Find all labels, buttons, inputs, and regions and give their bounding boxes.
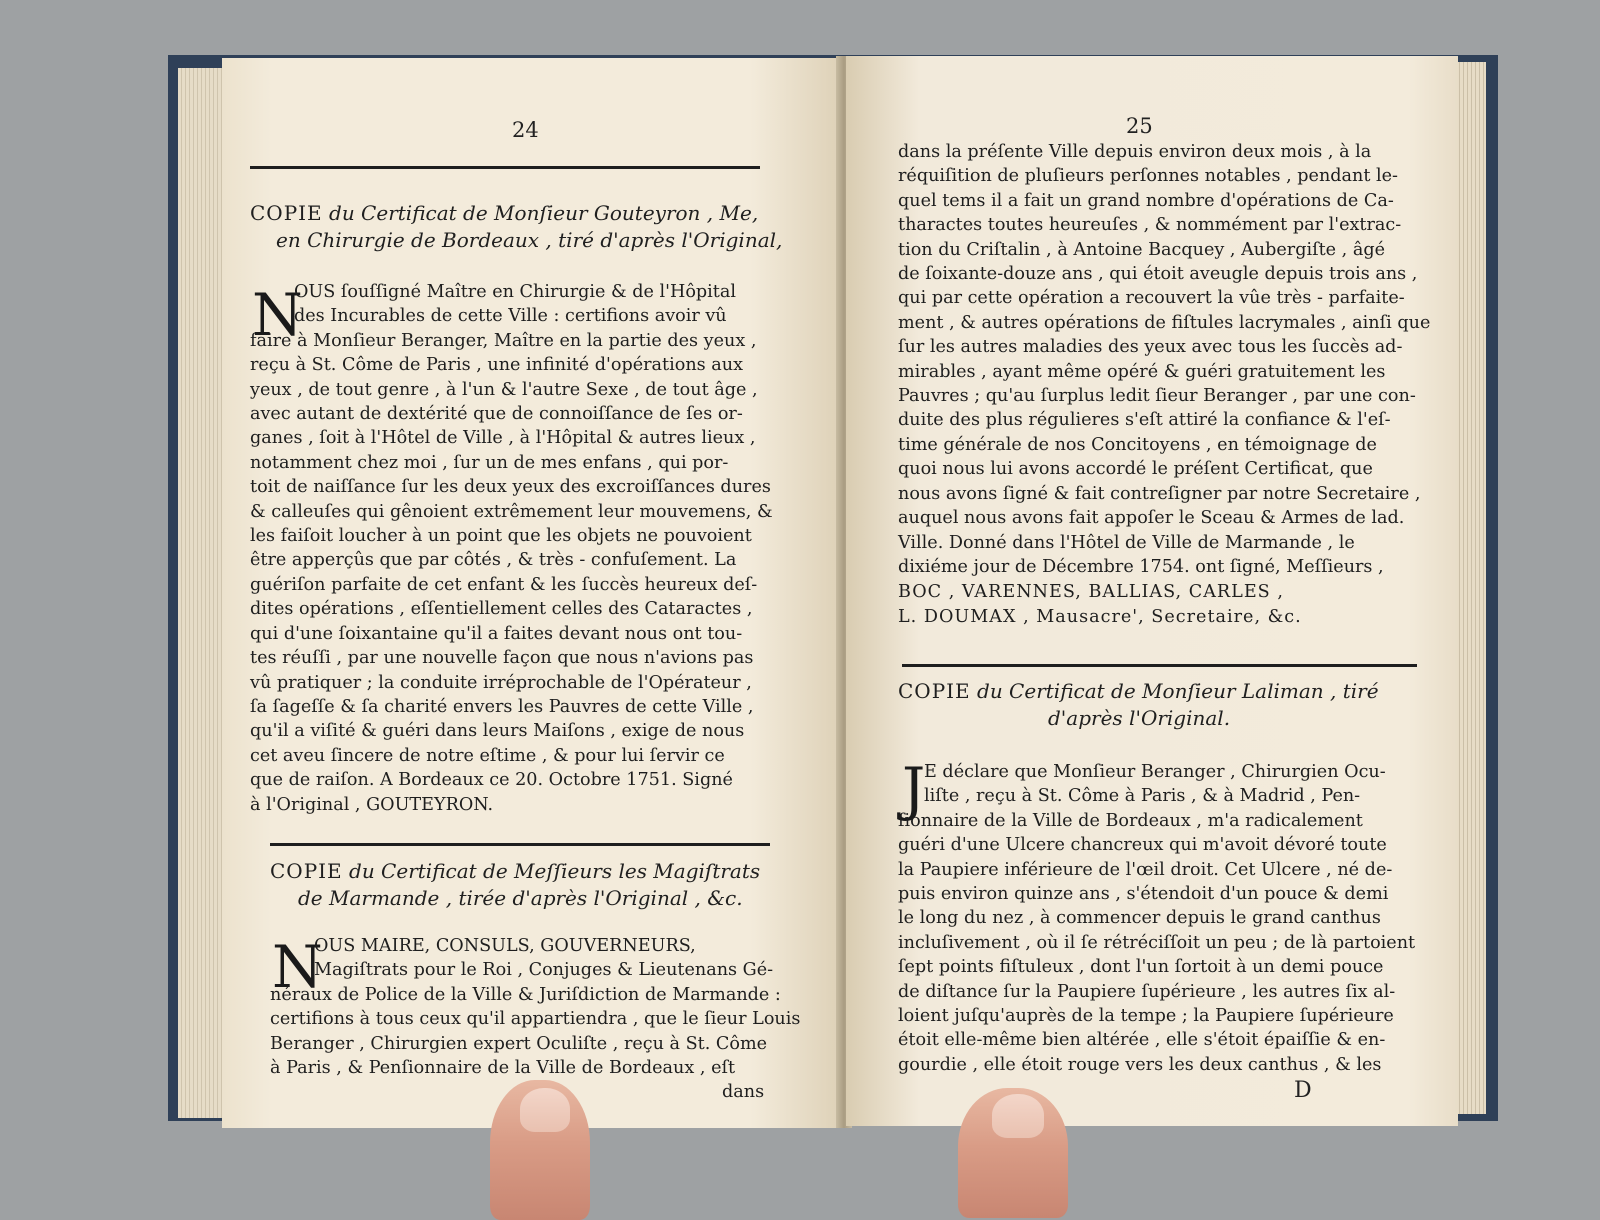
text-line: cet aveu ſincere de notre eſtime , & pour lui ſervir ce — [250, 745, 725, 766]
text-line: & calleuſes qui gênoient extrêmement leur mouvemens, & — [250, 501, 773, 522]
dropcap: N — [252, 281, 303, 349]
text-line: des Incurables de cette Ville : certifions avoir vû — [294, 306, 727, 327]
text-line: ment , & autres opérations de fiſtules lacrymales , ainſi que — [898, 312, 1431, 333]
text-line: tion du Criſtalin , à Antoine Bacquey , Aubergiſte , âgé — [898, 239, 1386, 260]
certificate-body-magistrats — [270, 934, 801, 1080]
signatories-line-1: BOC , VARENNES, BALLIAS, CARLES , — [898, 582, 1284, 602]
text-line: guériſon parfaite de cet enfant & les ſuccès heureux deſ- — [250, 574, 758, 595]
signature-mark: D — [1294, 1078, 1312, 1103]
text-line: notamment chez moi , ſur un de mes enfans , qui por- — [250, 452, 729, 473]
magistrats-continuation — [898, 140, 1431, 579]
text-line: dans la préſente Ville depuis environ deux mois , à la — [898, 142, 1372, 162]
text-line: néraux de Police de la Ville & Juriſdiction de Marmande : — [270, 984, 781, 1005]
text-line: time générale de nos Concitoyens , en témoignage de — [898, 434, 1377, 455]
text-line: Ville. Donné dans l'Hôtel de Ville de Marmande , le — [898, 532, 1355, 553]
heading-line-2: en Chirurgie de Bordeaux , tiré d'après l'Original, — [276, 228, 783, 252]
text-line: loient juſqu'auprès de la tempe ; la Paupiere ſupérieure — [898, 1006, 1394, 1027]
heading-copie: COPIE — [250, 201, 323, 225]
dropcap: J — [902, 755, 926, 823]
text-line: ſa ſageſſe & ſa charité envers les Pauvres de cette Ville , — [250, 696, 754, 717]
text-line: qui d'une ſoixantaine qu'il a faites devant nous ont tou- — [250, 623, 743, 644]
section-rule — [270, 843, 770, 846]
catchword: dans — [722, 1082, 765, 1102]
text-line: les faiſoit loucher à un point que les objets ne pouvoient — [250, 526, 752, 547]
text-line: auquel nous avons fait appoſer le Sceau & Armes de lad. — [898, 508, 1405, 529]
heading-copie: COPIE — [270, 859, 343, 883]
text-line: toit de naiſſance ſur les deux yeux des excroiſſances dures — [250, 477, 771, 498]
text-line: être apperçûs que par côtés , & très - confuſement. La — [250, 550, 737, 571]
text-line: faire à Monſieur Beranger, Maître en la partie des yeux , — [250, 330, 757, 351]
text-line: que de raiſon. A Bordeaux ce 20. Octobre 1751. Signé — [250, 770, 733, 791]
text-line: nous avons ſigné & fait contreſigner par notre Secretaire , — [898, 483, 1421, 504]
certificate-body-laliman — [898, 755, 1420, 1077]
text-line: le long du nez , à commencer depuis le grand canthus — [898, 908, 1381, 929]
text-line: Magiſtrats pour le Roi , Conjuges & Lieutenans Gé- — [314, 960, 774, 981]
text-line: de ſoixante-douze ans , qui étoit aveugle depuis trois ans , — [898, 264, 1418, 285]
header-rule — [250, 166, 760, 169]
section-rule — [902, 664, 1417, 667]
right-thumbnail — [992, 1094, 1044, 1138]
text-line: la Paupiere inférieure de l'œil droit. Cet Ulcere , né de- — [898, 859, 1393, 880]
text-line: qui par cette opération a recouvert la vûe très - parfaite- — [898, 288, 1405, 309]
text-line: Pauvres ; qu'au ſurplus ledit ſieur Beranger , par une con- — [898, 386, 1416, 407]
text-line: puis environ quinze ans , s'étendoit d'un pouce & demi — [898, 884, 1389, 905]
heading-line-1: du Certificat de Monſieur Laliman , tiré — [970, 679, 1379, 703]
certificate-heading-gouteyron — [250, 200, 810, 254]
text-line: dites opérations , eſſentiellement celles des Cataractes , — [250, 599, 753, 620]
page-number: 25 — [1126, 114, 1153, 138]
text-line: quoi nous lui avons accordé le préſent Certificat, que — [898, 459, 1373, 480]
text-line: incluſivement , où il ſe rétréciſſoit un peu ; de là partoient — [898, 932, 1416, 953]
heading-line-2: d'après l'Original. — [1048, 706, 1231, 730]
page-number: 24 — [512, 118, 539, 142]
text-line: ſionnaire de la Ville de Bordeaux , m'a radicalement — [898, 810, 1363, 831]
text-line: OUS ſouſſigné Maître en Chirurgie & de l'Hôpital — [294, 282, 736, 302]
text-line: mirables , ayant même opéré & guéri gratuitement les — [898, 361, 1386, 382]
text-line: tes réuſſi , par une nouvelle façon que nous n'avions pas — [250, 648, 754, 669]
text-line: avec autant de dextérité que de connoiſſance de ſes or- — [250, 404, 743, 425]
text-line: dixiéme jour de Décembre 1754. ont ſigné, Meſſieurs , — [898, 556, 1384, 577]
dropcap: N — [272, 933, 323, 1001]
text-line: à l'Original , GOUTEYRON. — [250, 794, 494, 815]
certificate-heading-laliman — [898, 678, 1458, 732]
text-line: guéri d'une Ulcere chancreux qui m'avoit dévoré toute — [898, 835, 1387, 856]
certificate-heading-magistrats — [270, 858, 830, 912]
text-line: yeux , de tout genre , à l'un & l'autre Sexe , de tout âge , — [250, 379, 758, 400]
text-line: tharactes toutes heureuſes , & nommément par l'extrac- — [898, 215, 1402, 236]
text-line: qu'il a viſité & guéri dans leurs Maiſons , exige de nous — [250, 721, 745, 742]
text-line: ſept points fiſtuleux , dont l'un ſortoit à un demi pouce — [898, 957, 1384, 978]
text-line: étoit elle-même bien altérée , elle s'étoit épaiſſie & en- — [898, 1030, 1386, 1051]
certificate-body-gouteyron — [250, 280, 780, 817]
signatories-line-2: L. DOUMAX , Mausacre', Secretaire, &c. — [898, 607, 1302, 627]
text-line: duite des plus régulieres s'eſt attiré la confiance & l'eſ- — [898, 410, 1391, 431]
heading-line-1: du Certificat de Monſieur Gouteyron , Me, — [322, 201, 759, 225]
text-line: ganes , ſoit à l'Hôtel de Ville , à l'Hôpital & autres lieux , — [250, 428, 756, 449]
text-line: OUS MAIRE, CONSULS, GOUVERNEURS, — [314, 936, 696, 956]
left-page — [222, 58, 844, 1128]
text-line: liſte , reçu à St. Côme à Paris , & à Madrid , Pen- — [924, 786, 1361, 807]
right-page — [846, 56, 1458, 1126]
heading-copie: COPIE — [898, 679, 971, 703]
text-line: vû pratiquer ; la conduite irréprochable de l'Opérateur , — [250, 672, 752, 693]
text-line: gourdie , elle étoit rouge vers les deux canthus , & les — [898, 1054, 1382, 1075]
text-line: réquiſition de pluſieurs perſonnes notables , pendant le- — [898, 166, 1399, 187]
text-line: quel tems il a fait un grand nombre d'opérations de Ca- — [898, 190, 1394, 211]
text-line: Beranger , Chirurgien expert Oculiſte , reçu à St. Côme — [270, 1033, 768, 1054]
text-line: E déclare que Monſieur Beranger , Chirurgien Ocu- — [924, 762, 1386, 782]
text-line: reçu à St. Côme de Paris , une infinité d'opérations aux — [250, 355, 744, 376]
heading-line-1: du Certificat de Meſſieurs les Magiſtrats — [342, 859, 761, 883]
heading-line-2: de Marmande , tirée d'après l'Original , &c. — [298, 886, 743, 910]
text-line: de diſtance ſur la Paupiere ſupérieure , les autres ſix al- — [898, 981, 1396, 1002]
left-thumbnail — [520, 1088, 570, 1132]
text-line: à Paris , & Penſionnaire de la Ville de Bordeaux , eſt — [270, 1058, 736, 1079]
text-line: certifions à tous ceux qu'il appartiendra , que le ſieur Louis — [270, 1009, 801, 1030]
text-line: ſur les autres maladies des yeux avec tous les ſuccès ad- — [898, 337, 1403, 358]
